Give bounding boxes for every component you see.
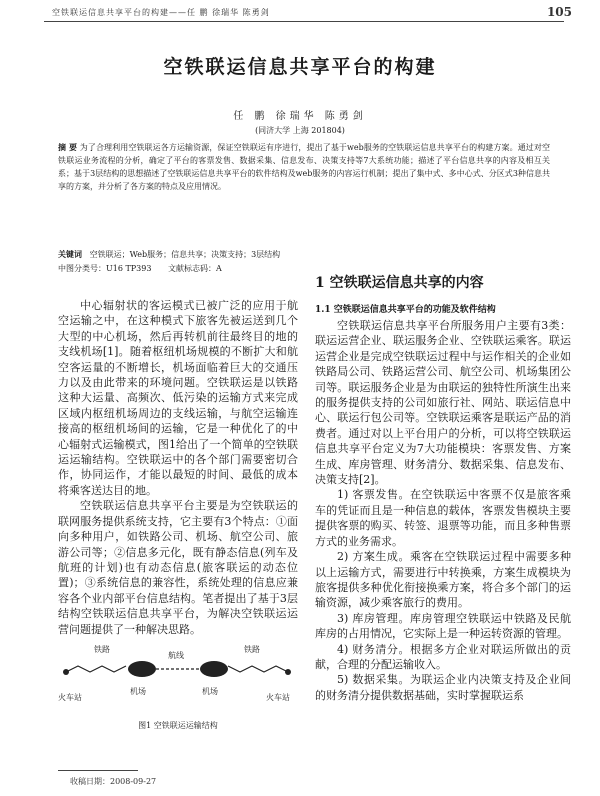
authors: 任 鹏 徐瑞华 陈勇剑	[233, 111, 367, 122]
paper-title: 空铁联运信息共享平台的构建	[163, 56, 437, 78]
body-paragraph: 4) 财务清分。根据多方企业对联运所做出的贡献，合理的分配运输收入。	[315, 642, 571, 671]
label-airport-left: 机场	[130, 687, 146, 696]
page-number: 105	[546, 5, 572, 19]
body-paragraph: 中心辐射状的客运模式已被广泛的应用于航空运输之中，在这种模式下旅客先被运送到几个大型的中心机场，然后再转机前往最终目的地的支线机场[1]。随着枢纽机场规模的不断扩大和航空客运量的不断增长，机场面临着巨大的交通压力以及由此带来的环境问题。空铁联运是以铁路这种大运量、高频次、低污染的运输方式来完成区域内枢纽机场周边的支线运输，与航空运输连接高的枢纽机场间的运输，它是一种优化了的中心辐射式运输模式，图1给出了一个简单的空铁联运运输结构。空铁联运中的各个部门需要密切合作，协同运作，才能以最短的时间、最低的成本将乘客送达目的地。	[58, 299, 298, 497]
footnote-rule	[58, 770, 138, 771]
clc-number: 中图分类号：U16 TP393	[58, 264, 152, 273]
airport-node-left	[128, 661, 156, 677]
figure-diagram	[58, 638, 298, 714]
body-paragraph: 3) 库房管理。库房管理空铁联运中铁路及民航库房的占用情况，它实际上是一种运转资源的管理。	[315, 611, 571, 641]
document-code: 文献标志码：A	[168, 264, 222, 273]
label-rail-right: 铁路	[244, 645, 260, 654]
label-station-left: 火车站	[58, 693, 82, 702]
running-head	[52, 7, 572, 21]
body-paragraph: 5) 数据采集。为联运企业内决策支持及企业间的财务清分提供数据基础，实时掌握联运系	[315, 673, 571, 702]
body-paragraph: 空铁联运信息共享平台主要是为空铁联运的联网服务提供系统支持，它主要有3个特点：①面向多种用户，如铁路公司、机场、航空公司、旅游公司等；②信息多元化，既有静态信息(列车及航班的计划)也有动态信息(旅客联运的动态位置)；③系统信息的兼容性，系统处理的信息应兼容各个业内部平台信息结构。笔者提出了基于3层结构空铁联运信息共享平台，为解决空铁联运运营问题提供了一种解决思路。	[58, 499, 298, 636]
received-date: 收稿日期：2008-09-27	[70, 777, 157, 786]
figure-caption: 图1 空铁联运运输结构	[138, 721, 218, 730]
label-airport-right: 机场	[202, 687, 218, 696]
affiliation: (同济大学 上海 201804)	[255, 126, 345, 135]
body-paragraph: 空铁联运信息共享平台所服务用户主要有3类：联运运营企业、联运服务企业、空铁联运乘客。联运运营企业是完成空铁联运过程中与运作相关的企业如铁路局公司、铁路运营公司、航空公司、机场集团公司等。联运服务企业是为由联运的独特性所演生出来的服务提供支持的公司如旅行社、网站、联运信息中心、联运行包公司等。空铁联运乘客是联运产品的消费者。通过对以上平台用户的分析，可以将空铁联运信息共享平台定义为7大功能模块：客票发售、方案生成、库房管理、财务清分、数据采集、信息发布、决策支持[2]。	[315, 319, 571, 487]
body-paragraph: 2) 方案生成。乘客在空铁联运过程中需要多种以上运输方式，需要进行中转换乘，方案生成模块为旅客提供多种优化衔接换乘方案，将合多个部门的运输资源，减少乘客旅行的费用。	[315, 550, 571, 610]
body-paragraph: 1) 客票发售。在空铁联运中客票不仅是旅客乘车的凭证而且是一种信息的载体，客票发售模块主要提供客票的购买、转签、退票等功能，而且多种售票方式的业务需求。	[315, 488, 571, 548]
label-rail-left: 铁路	[94, 645, 110, 654]
abstract	[58, 141, 550, 193]
airport-node-right	[200, 661, 228, 677]
figure-rail-air-structure	[58, 638, 298, 714]
right-column	[315, 252, 571, 703]
abstract-text: 为了合理利用空铁联运各方运输资源，保证空铁联运有序进行，提出了基于web服务的空铁联运信息共享平台的构建方案。通过对空铁联运业务流程的分析，确定了平台的客票发售、数据采集、信息发布、决策支持等7大系统功能；描述了平台信息共享的内容及相互关系；基于3层结构的思想描述了空铁联运信息共享平台的软件结构及web服务的内容运行机制；提出了集中式、多中心式、分区式3种信息共享的方案，并分析了各方案的特点及应用情况。	[58, 143, 551, 191]
keywords-text: 空铁联运；Web服务；信息共享；决策支持；3层结构	[89, 250, 281, 259]
subsection-title: 1.1 空铁联运信息共享平台的功能及软件结构	[315, 305, 496, 315]
station-left	[63, 669, 69, 675]
label-air-route: 航线	[168, 651, 184, 660]
header-rule	[44, 21, 564, 22]
abstract-label: 摘 要	[58, 142, 78, 152]
label-station-right: 火车站	[266, 693, 290, 702]
keywords-label: 关键词	[58, 249, 82, 259]
left-column	[58, 298, 298, 637]
rail-line-left	[66, 666, 126, 672]
rail-line-right	[228, 666, 288, 672]
running-head-text: 空铁联运信息共享平台的构建——任 鹏 徐瑞华 陈勇剑	[52, 8, 270, 17]
section-title: 1 空铁联运信息共享的内容	[315, 275, 484, 291]
station-right	[285, 669, 291, 675]
